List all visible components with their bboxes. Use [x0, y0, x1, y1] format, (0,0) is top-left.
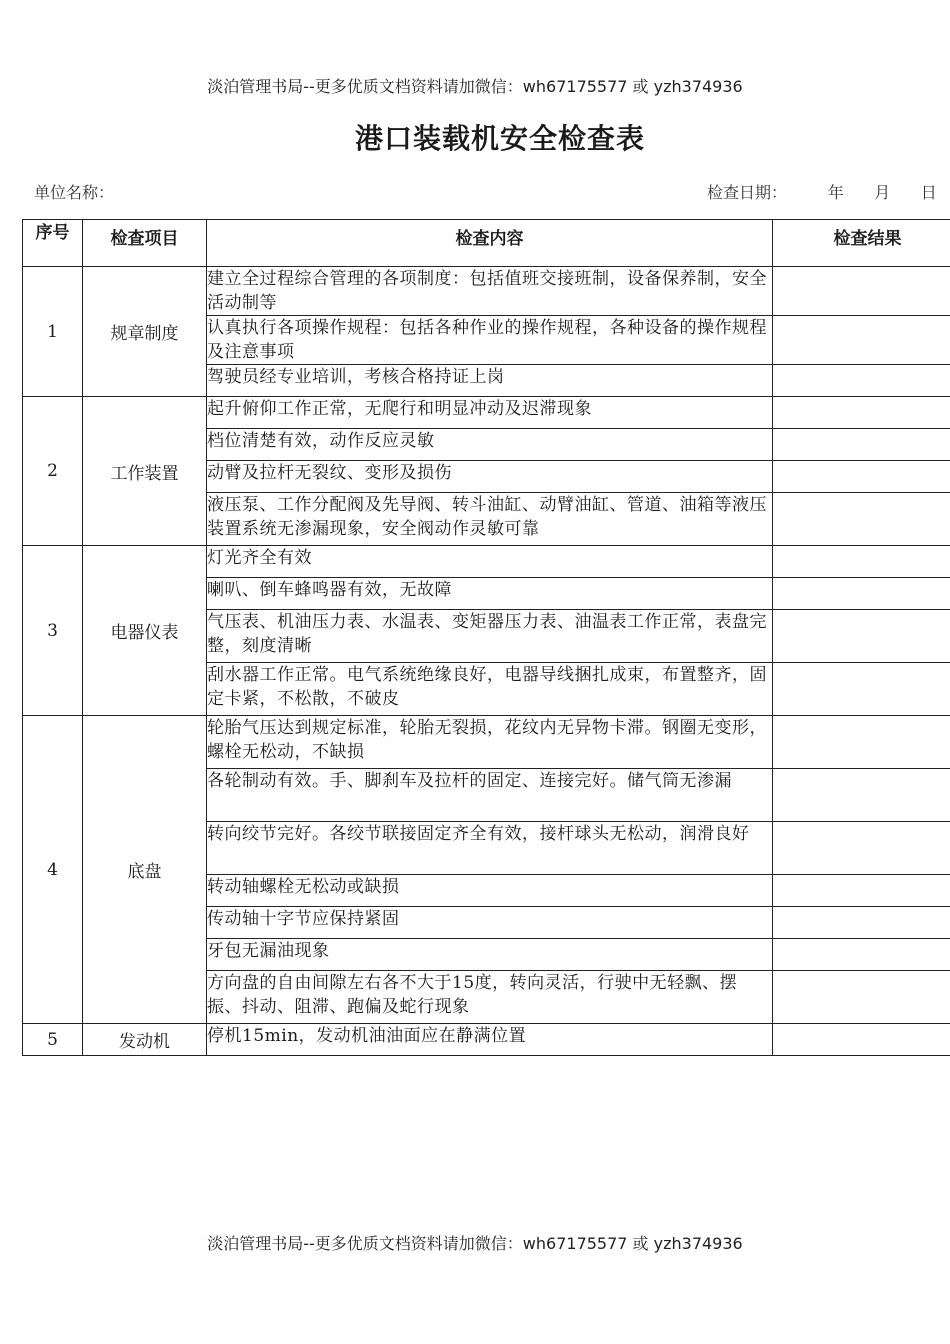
- section-item: 发动机: [83, 1024, 207, 1056]
- check-content: 传动轴十字节应保持紧固: [207, 907, 773, 939]
- section-number: 1: [23, 267, 83, 397]
- check-content: 建立全过程综合管理的各项制度：包括值班交接班制，设备保养制，安全活动制等: [207, 267, 773, 316]
- table-header-row: [23, 220, 950, 267]
- header-item: 检查项目: [83, 220, 207, 267]
- result-cell[interactable]: [773, 316, 950, 365]
- check-content: 停机15min，发动机油油面应在静满位置: [207, 1024, 773, 1056]
- section-number: 3: [23, 546, 83, 716]
- page-title: 港口装载机安全检查表: [354, 122, 645, 155]
- table-row: [23, 546, 950, 578]
- result-cell[interactable]: [773, 663, 950, 716]
- result-cell[interactable]: [773, 1024, 950, 1056]
- check-content: 轮胎气压达到规定标准，轮胎无裂损，花纹内无异物卡滞。钢圈无变形，螺栓无松动，不缺损: [207, 716, 773, 769]
- result-cell[interactable]: [773, 939, 950, 971]
- check-content: 转动轴螺栓无松动或缺损: [207, 875, 773, 907]
- check-content: 灯光齐全有效: [207, 546, 773, 578]
- check-content: 喇叭、倒车蜂鸣器有效，无故障: [207, 578, 773, 610]
- section-item: 工作装置: [83, 397, 207, 546]
- table-row: [23, 397, 950, 429]
- check-content: 起升俯仰工作正常，无爬行和明显冲动及迟滞现象: [207, 397, 773, 429]
- result-cell[interactable]: [773, 397, 950, 429]
- section-number: 4: [23, 716, 83, 1024]
- check-content: 各轮制动有效。手、脚刹车及拉杆的固定、连接完好。储气筒无渗漏: [207, 769, 773, 822]
- result-cell[interactable]: [773, 716, 950, 769]
- check-content: 档位清楚有效，动作反应灵敏: [207, 429, 773, 461]
- result-cell[interactable]: [773, 578, 950, 610]
- result-cell[interactable]: [773, 493, 950, 546]
- check-content: 转向绞节完好。各绞节联接固定齐全有效，接杆球头无松动，润滑良好: [207, 822, 773, 875]
- table-row: [23, 267, 950, 316]
- result-cell[interactable]: [773, 907, 950, 939]
- result-cell[interactable]: [773, 971, 950, 1024]
- result-cell[interactable]: [773, 875, 950, 907]
- header-content: 检查内容: [207, 220, 773, 267]
- check-content: 牙包无漏油现象: [207, 939, 773, 971]
- section-number: 2: [23, 397, 83, 546]
- check-content: 方向盘的自由间隙左右各不大于15度，转向灵活，行驶中无轻飘、摆振、抖动、阻滞、跑偏及蛇行现象: [207, 971, 773, 1024]
- check-content: 动臂及拉杆无裂纹、变形及损伤: [207, 461, 773, 493]
- result-cell[interactable]: [773, 769, 950, 822]
- result-cell[interactable]: [773, 822, 950, 875]
- section-item: 规章制度: [83, 267, 207, 397]
- check-content: 气压表、机油压力表、水温表、变矩器压力表、油温表工作正常，表盘完整，刻度清晰: [207, 610, 773, 663]
- header-no: 序号: [23, 220, 83, 267]
- section-number: 5: [23, 1024, 83, 1056]
- table-row: [23, 1024, 950, 1056]
- result-cell[interactable]: [773, 267, 950, 316]
- result-cell[interactable]: [773, 429, 950, 461]
- section-item: 底盘: [83, 716, 207, 1024]
- check-content: 刮水器工作正常。电气系统绝缘良好，电器导线捆扎成束，布置整齐，固定卡紧，不松散，不破皮: [207, 663, 773, 716]
- result-cell[interactable]: [773, 365, 950, 397]
- header-result: 检查结果: [773, 220, 950, 267]
- footer-watermark-note: 淡泊管理书局--更多优质文档资料请加微信：wh67175577 或 yzh374936: [207, 1234, 743, 1253]
- section-item: 电器仪表: [83, 546, 207, 716]
- inspection-table: [22, 219, 950, 1056]
- result-cell[interactable]: [773, 546, 950, 578]
- result-cell[interactable]: [773, 461, 950, 493]
- check-content: 液压泵、工作分配阀及先导阀、转斗油缸、动臂油缸、管道、油箱等液压装置系统无渗漏现象，安全阀动作灵敏可靠: [207, 493, 773, 546]
- header-watermark-note: 淡泊管理书局--更多优质文档资料请加微信：wh67175577 或 yzh374936: [207, 77, 743, 96]
- unit-name-label: 单位名称：: [34, 183, 115, 202]
- check-content: 驾驶员经专业培训，考核合格持证上岗: [207, 365, 773, 397]
- inspection-date-label: 检查日期： 年 月 日: [707, 183, 937, 202]
- check-content: 认真执行各项操作规程：包括各种作业的操作规程，各种设备的操作规程及注意事项: [207, 316, 773, 365]
- result-cell[interactable]: [773, 610, 950, 663]
- table-row: [23, 716, 950, 769]
